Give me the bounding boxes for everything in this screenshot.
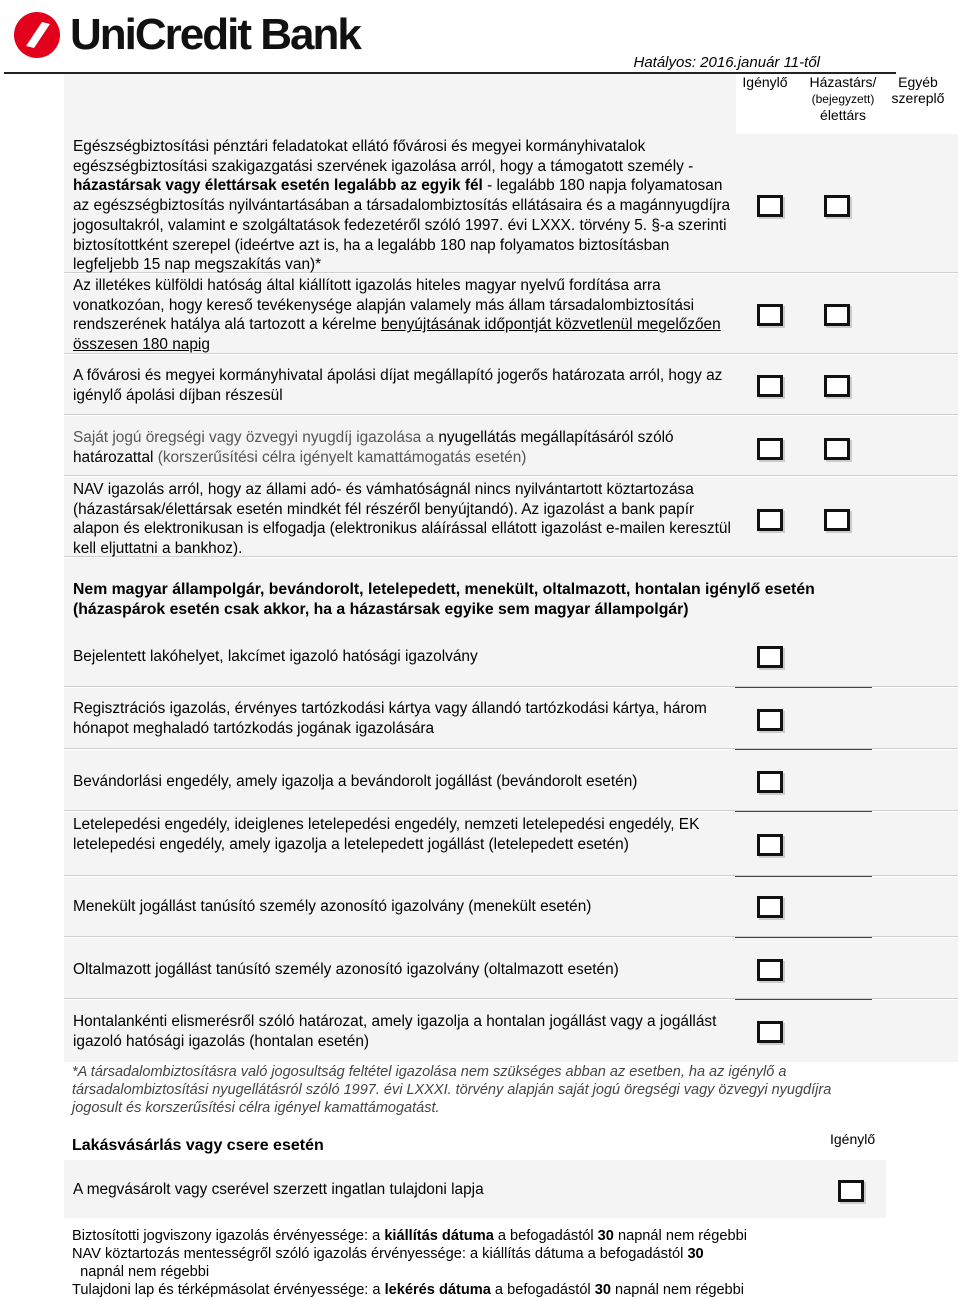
- checkbox-applicant[interactable]: [757, 771, 783, 793]
- checkbox-applicant[interactable]: [757, 959, 783, 981]
- effective-date: Hatályos: 2016.január 11-től: [633, 54, 820, 71]
- checkbox-applicant[interactable]: [757, 509, 783, 531]
- list-item-label: Oltalmazott jogállást tanúsító személy azonosító igazolvány (oltalmazott esetén): [73, 961, 619, 978]
- section-title: Nem magyar állampolgár, bevándorolt, letelepedett, menekült, oltalmazott, hontalan igénylő esetén (házaspárok esetén csak akkor, ha a házastársak egyike sem magyar állampolgár): [73, 581, 815, 618]
- list-item: Saját jogú öregségi vagy özvegyi nyugdíj igazolása a nyugellátás megállapításáról szóló határozattal (korszerűsítési célra igényelt kamattámogatás esetén): [64, 416, 958, 476]
- list-item: [64, 1160, 886, 1218]
- list-item: [64, 477, 958, 557]
- checkbox-spouse[interactable]: [824, 375, 850, 397]
- list-item-label: Bevándorlási engedély, amely igazolja a bevándorolt jogállást (bevándorolt esetén): [73, 773, 638, 790]
- checkbox-applicant[interactable]: [757, 375, 783, 397]
- validity-notes: [72, 1227, 872, 1299]
- list-item: [64, 688, 958, 749]
- list-item: Az illetékes külföldi hatóság által kiállított igazolás hiteles magyar nyelvű fordítása arra vonatkozóan, hogy kereső tevékenysége alapján valamely más állam társadalombiztosítási rendszerének hatálya alá tartozott a kérelme benyújtásának időpontját közvetlenül megelőzően összesen 180 napig: [64, 274, 958, 354]
- brand-name: UniCredit Bank: [70, 10, 360, 59]
- checkbox-applicant[interactable]: [757, 304, 783, 326]
- list-item: [64, 1000, 958, 1062]
- list-item: Egészségbiztosítási pénztári feladatokat ellátó fővárosi és megyei kormányhivatalok egészségbiztosítási szakigazgatási szervének igazolása arról, hogy a támogatott személy - házastársak vagy élettársak esetén legalább az egyik fél - legalább 180 napja folyamatosan az egészségbiztosítás nyilvántartásában a társadalombiztosítás ellátásaira és a magánnyugdíjra jogosultakról, valamint e szolgáltatások fedezetéről szóló 1997. évi LXXX. törvény 5. §-a szerinti biztosítottként szerepel (ideértve azt is, ha a legalább 180 nap folyamatos biztosításban legfeljebb 15 nap megszakítás van)*: [64, 134, 958, 273]
- checkbox-applicant[interactable]: [757, 646, 783, 668]
- validity-nav: NAV köztartozás mentességről szóló igazolás érvényessége: a kiállítás dátuma a befogadástól 30 napnál nem régebbi: [72, 1246, 704, 1280]
- checkbox-applicant[interactable]: [757, 1021, 783, 1043]
- checkbox-applicant[interactable]: [757, 896, 783, 918]
- list-item-label: Menekült jogállást tanúsító személy azonosító igazolvány (menekült esetén): [73, 898, 592, 915]
- checkbox-spouse[interactable]: [824, 195, 850, 217]
- list-item-label: A megvásárolt vagy cserével szerzett ingatlan tulajdoni lapja: [73, 1181, 484, 1198]
- column-header-applicant: Igénylő: [830, 1131, 876, 1147]
- list-item-label: Bejelentett lakóhelyet, lakcímet igazoló hatósági igazolvány: [73, 648, 478, 665]
- checkbox-spouse[interactable]: [824, 304, 850, 326]
- page-header: [0, 0, 960, 75]
- list-item: [64, 877, 958, 937]
- list-item: [64, 628, 958, 687]
- checkbox-applicant[interactable]: [757, 195, 783, 217]
- checkbox-applicant[interactable]: [757, 834, 783, 856]
- validity-insurance: Biztosítotti jogviszony igazolás érvényessége: a kiállítás dátuma a befogadástól 30 napnál nem régebbi: [72, 1228, 747, 1244]
- section-header: [64, 558, 958, 628]
- list-item: [64, 750, 958, 811]
- column-header-other: Egyéb szereplő: [891, 74, 945, 106]
- list-item-label: A fővárosi és megyei kormányhivatal ápolási díjat megállapító jogerős határozata arról, hogy az igénylő ápolási díjban részesül: [73, 367, 723, 404]
- table-header-band: [64, 74, 736, 134]
- section-title-purchase: Lakásvásárlás vagy csere esetén: [72, 1137, 324, 1154]
- checkbox-spouse[interactable]: [824, 438, 850, 460]
- list-item-label: NAV igazolás arról, hogy az állami adó- és vámhatóságnál nincs nyilvántartott köztartozása (házastársak/élettársak esetén mindkét fél részéről benyújtandó). Az igazolást a bank papír alapon és elektronikusan is elfogadja (elektronikus aláírással ellátott igazolást e-mailen keresztül kell eljuttatni a bankhoz).: [73, 481, 731, 558]
- validity-property: Tulajdoni lap és térképmásolat érvényessége: a lekérés dátuma a befogadástól 30 napnál nem régebbi: [72, 1282, 745, 1298]
- list-item: [64, 355, 958, 415]
- column-header-spouse: Házastárs/ (bejegyzett) élettárs: [809, 74, 877, 123]
- list-item-label: Letelepedési engedély, ideiglenes letelepedési engedély, nemzeti letelepedési engedély, EK letelepedési engedély, amely igazolja a letelepedett jogállást (letelepedett esetén): [73, 816, 700, 853]
- footnote: *A társadalombiztosításra való jogosultság feltétel igazolása nem szükséges abban az esetben, ha az igénylő a társadalombiztosítási nyugellátásról szóló 1997. évi LXXXI. törvény alapján saját jogú öregségi vagy özvegyi nyugdíjra jogosult és korszerűsítési célra igényel kamattámogatást.: [72, 1064, 832, 1116]
- checkbox-applicant[interactable]: [838, 1180, 864, 1202]
- column-header-applicant: Igénylő: [742, 74, 788, 90]
- list-item: [64, 938, 958, 999]
- checkbox-applicant[interactable]: [757, 709, 783, 731]
- checkbox-spouse[interactable]: [824, 509, 850, 531]
- unicredit-logo-icon: [12, 10, 64, 60]
- list-item-label: Hontalankénti elismerésről szóló határozat, amely igazolja a hontalan jogállást vagy a jogállást igazoló hatósági igazolás (hontalan esetén): [73, 1013, 717, 1050]
- list-item-label: Regisztrációs igazolás, érvényes tartózkodási kártya vagy állandó tartózkodási kártya, három hónapot meghaladó tartózkodás jogának igazolására: [73, 700, 707, 737]
- checkbox-applicant[interactable]: [757, 438, 783, 460]
- list-item: [64, 812, 958, 876]
